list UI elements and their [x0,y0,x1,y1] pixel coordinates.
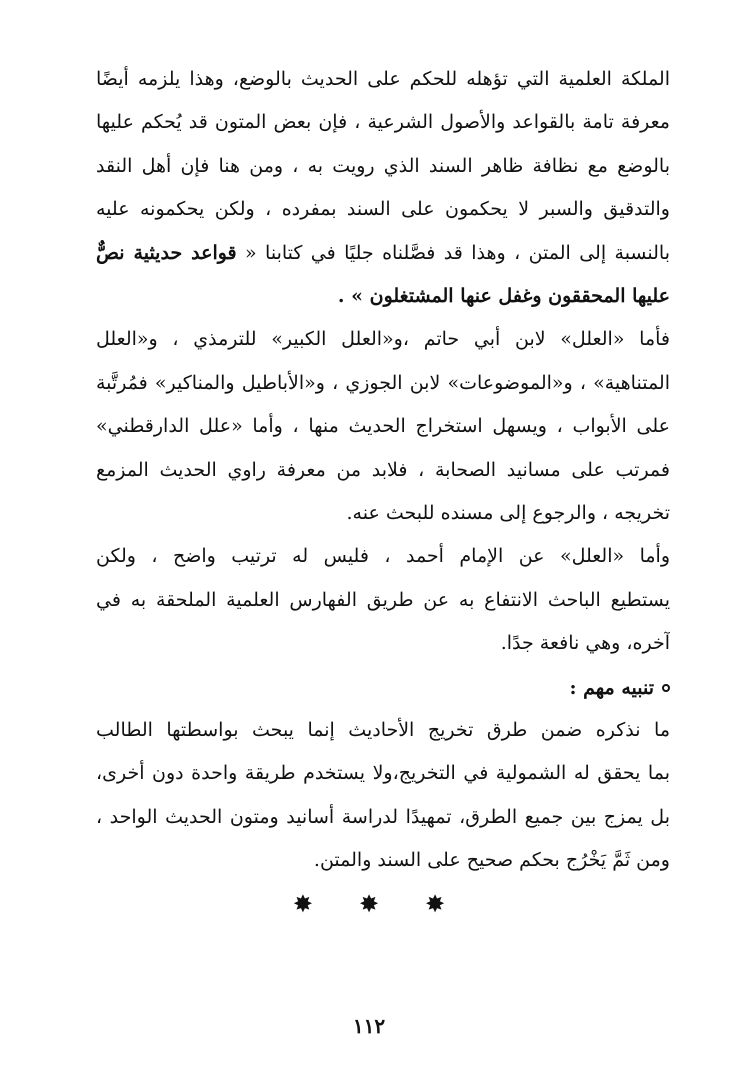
book-title-text: قواعد حديثية نصٌّ [96,241,237,264]
text-line: المتناهية» ، و«الموضوعات» لابن الجوزي ، و«الأباطيل والمناكير» فمُرتَّبة [96,371,670,394]
text-line: يستطيع الباحث الانتفاع به عن طريق الفهارس العلمية الملحقة به في [96,588,670,611]
text-line: بالنسبة إلى المتن ، وهذا قد فصَّلناه جليًا في كتابنا « قواعد حديثية نصٌّ [96,241,670,264]
text-line: ما نذكره ضمن طرق تخريج الأحاديث إنما يبحث بواسطتها الطالب [96,718,670,741]
text-line: والتدقيق والسبر لا يحكمون على السند بمفرده ، ولكن يحكمونه عليه [96,198,670,221]
text-line: آخره، وهي نافعة جدًا. [500,632,670,655]
text-line: فمرتب على مسانيد الصحابة ، فلابد من معرفة راوي الحديث المزمع [96,458,670,481]
page-number: ١١٢ [352,1014,386,1038]
section-ornament [0,884,738,924]
star-ornament-icon: ✸ [292,890,313,918]
text-body [96,58,670,882]
star-ornament-icon: ✸ [358,890,380,918]
text-line: وأما «العلل» عن الإمام أحمد ، فليس له ترتيب واضح ، ولكن [96,545,670,568]
text-line: على الأبواب ، ويسهل استخراج الحديث منها ، وأما «علل الدارقطني» [96,415,670,438]
circle-bullet-icon [662,684,670,692]
text-line: معرفة تامة بالقواعد والأصول الشرعية ، فإن بعض المتون قد يُحكم عليها [96,111,670,134]
text-line: الملكة العلمية التي تؤهله للحكم على الحديث بالوضع، وهذا يلزمه أيضًا [96,68,670,90]
text-line: بالوضع مع نظافة ظاهر السند الذي رويت به ، ومن هنا فإن أهل النقد [96,154,670,177]
note-heading-line [96,665,670,708]
note-heading-text: تنبيه مهم : [569,676,654,699]
text-line: ومن ثَمَّ يَخْرُج بحكم صحيح على السند والمتن. [313,849,670,872]
text-line: فأما «العلل» لابن أبي حاتم ،و«العلل الكبير» للترمذي ، و«العلل [96,328,670,351]
star-ornament-icon: ✸ [425,890,446,918]
text-line: بل يمزج بين جميع الطرق، تمهيدًا لدراسة أسانيد ومتون الحديث الواحد ، [96,805,670,828]
text-line: عليها المحققون وغفل عنها المشتغلون » . [337,284,670,307]
note-heading [570,667,671,709]
text-line: بما يحقق له الشمولية في التخريج،ولا يستخدم طريقة واحدة دون أخرى، [96,762,670,785]
text-line: تخريجه ، والرجوع إلى مسنده للبحث عنه. [346,501,670,524]
